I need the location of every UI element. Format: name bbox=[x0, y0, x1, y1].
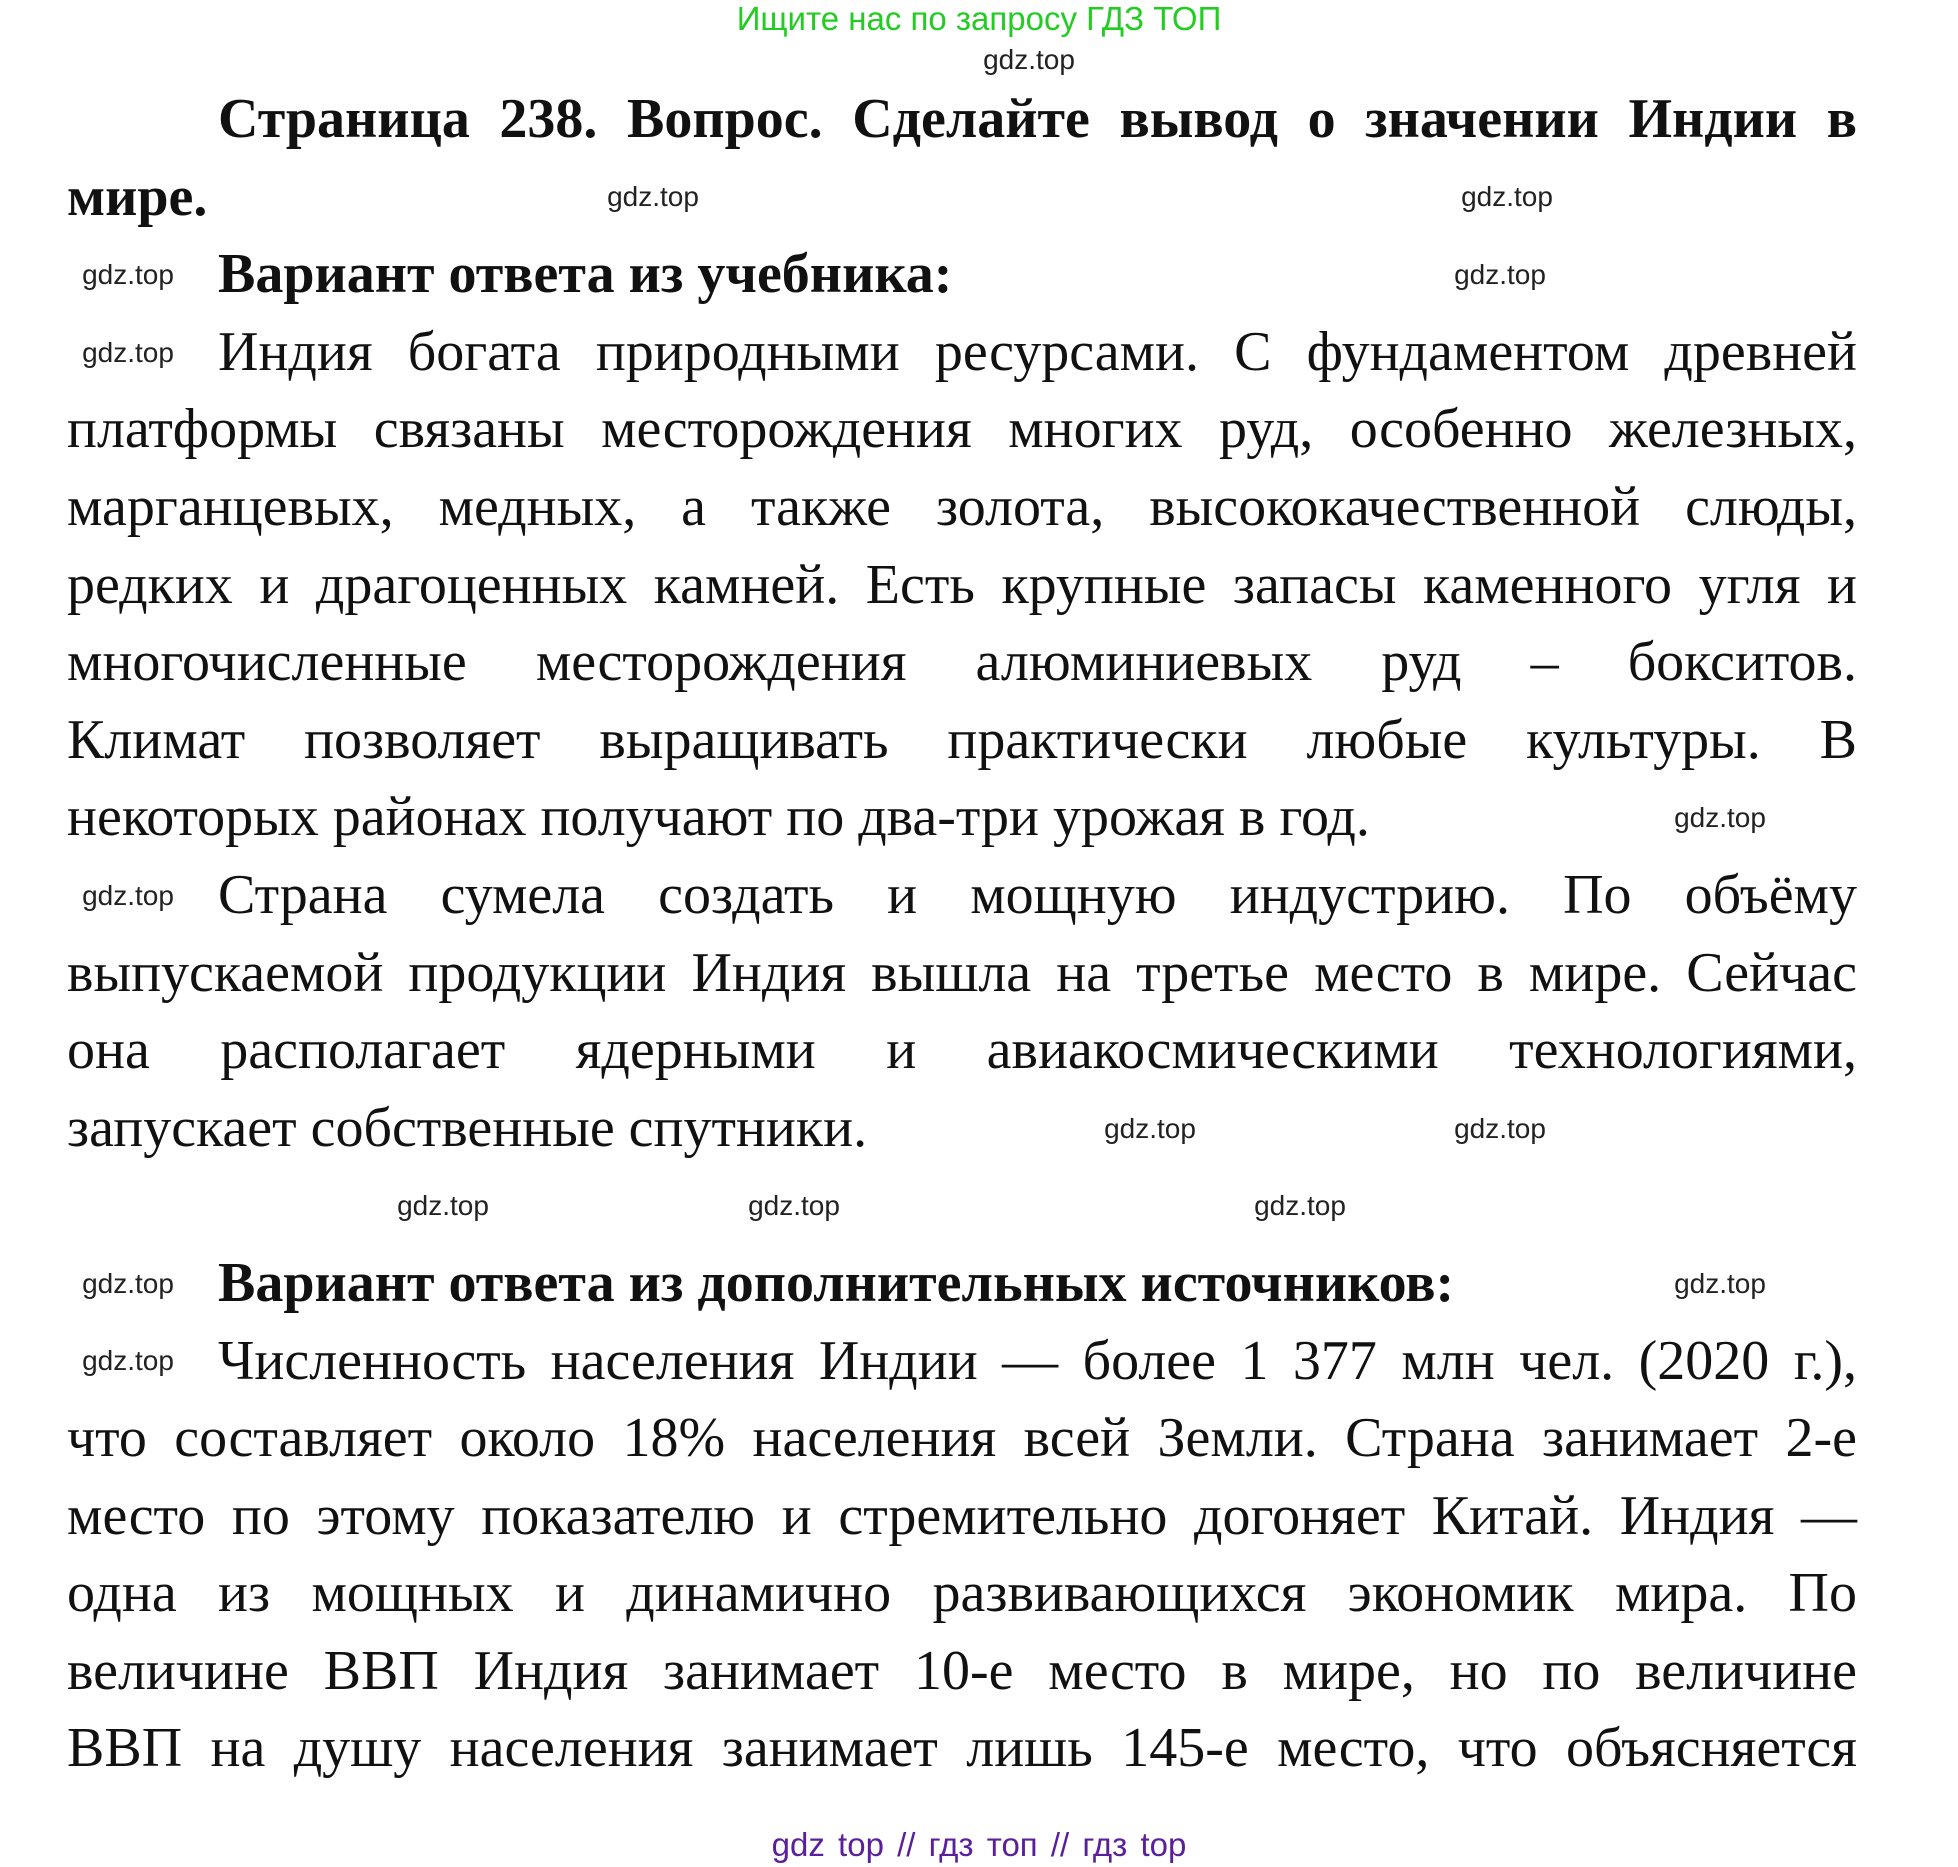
watermark: gdz.top bbox=[1104, 1113, 1196, 1144]
paragraph-line: многочисленные месторождения алюминиевых руд – бокситов. bbox=[67, 631, 1857, 694]
watermark: gdz.top bbox=[82, 1345, 174, 1376]
watermark: gdz.top bbox=[1454, 259, 1546, 290]
section-heading-textbook: Вариант ответа из учебника: bbox=[218, 243, 953, 306]
paragraph-line: Численность населения Индии — более 1 377 млн чел. (2020 г.), bbox=[218, 1329, 1857, 1392]
paragraph-line: величине ВВП Индия занимает 10-е место в мире, но по величине bbox=[67, 1639, 1857, 1702]
paragraph-line: некоторых районах получают по два-три урожая в год. bbox=[67, 786, 1370, 849]
footer-links: gdz top // гдз топ // гдз top bbox=[771, 1826, 1187, 1863]
paragraph-line: ВВП на душу населения занимает лишь 145-е место, что объясняется bbox=[67, 1717, 1857, 1780]
spacer bbox=[67, 1167, 1857, 1245]
paragraph-line: она располагает ядерными и авиакосмическими технологиями, bbox=[67, 1019, 1857, 1082]
watermark: gdz.top bbox=[607, 181, 699, 212]
paragraph-line: что составляет около 18% населения всей Земли. Страна занимает 2-е bbox=[67, 1407, 1857, 1470]
paragraph-line: одна из мощных и динамично развивающихся экономик мира. По bbox=[67, 1562, 1857, 1625]
paragraph-line: Индия богата природными ресурсами. С фундаментом древней bbox=[218, 320, 1857, 383]
watermark: gdz.top bbox=[1454, 1113, 1546, 1144]
watermark: gdz.top bbox=[1254, 1190, 1346, 1221]
watermark: gdz.top bbox=[82, 259, 174, 290]
paragraph-line: редких и драгоценных камней. Есть крупные запасы каменного угля и bbox=[67, 553, 1857, 616]
watermark: gdz.top bbox=[1461, 181, 1553, 212]
watermark: gdz.top bbox=[82, 1268, 174, 1299]
watermark: gdz.top bbox=[82, 337, 174, 368]
question-title-line: мире. bbox=[67, 165, 208, 228]
paragraph-line: платформы связаны месторождения многих руд, особенно железных, bbox=[67, 398, 1857, 461]
paragraph-line: запускает собственные спутники. bbox=[67, 1096, 868, 1159]
watermark: gdz.top bbox=[1674, 1268, 1766, 1299]
search-banner: Ищите нас по запросу ГДЗ ТОП bbox=[736, 0, 1222, 37]
paragraph-line: место по этому показателю и стремительно догоняет Китай. Индия — bbox=[67, 1484, 1857, 1547]
watermark: gdz.top bbox=[748, 1190, 840, 1221]
watermark: gdz.top bbox=[397, 1190, 489, 1221]
watermark: gdz.top bbox=[983, 44, 1075, 75]
paragraph-line: Страна сумела создать и мощную индустрию. По объёму bbox=[218, 863, 1857, 926]
paragraph-line: выпускаемой продукции Индия вышла на третье место в мире. Сейчас bbox=[67, 941, 1857, 1004]
question-title-line: Страница 238. Вопрос. Сделайте вывод о значении Индии в bbox=[218, 88, 1857, 150]
watermark: gdz.top bbox=[82, 880, 174, 911]
paragraph-line: Климат позволяет выращивать практически любые культуры. В bbox=[67, 708, 1857, 771]
document-body bbox=[67, 81, 1857, 1788]
watermark: gdz.top bbox=[1674, 802, 1766, 833]
paragraph-line: марганцевых, медных, а также золота, высококачественной слюды, bbox=[67, 475, 1857, 538]
section-heading-additional: Вариант ответа из дополнительных источников: bbox=[218, 1251, 1455, 1314]
